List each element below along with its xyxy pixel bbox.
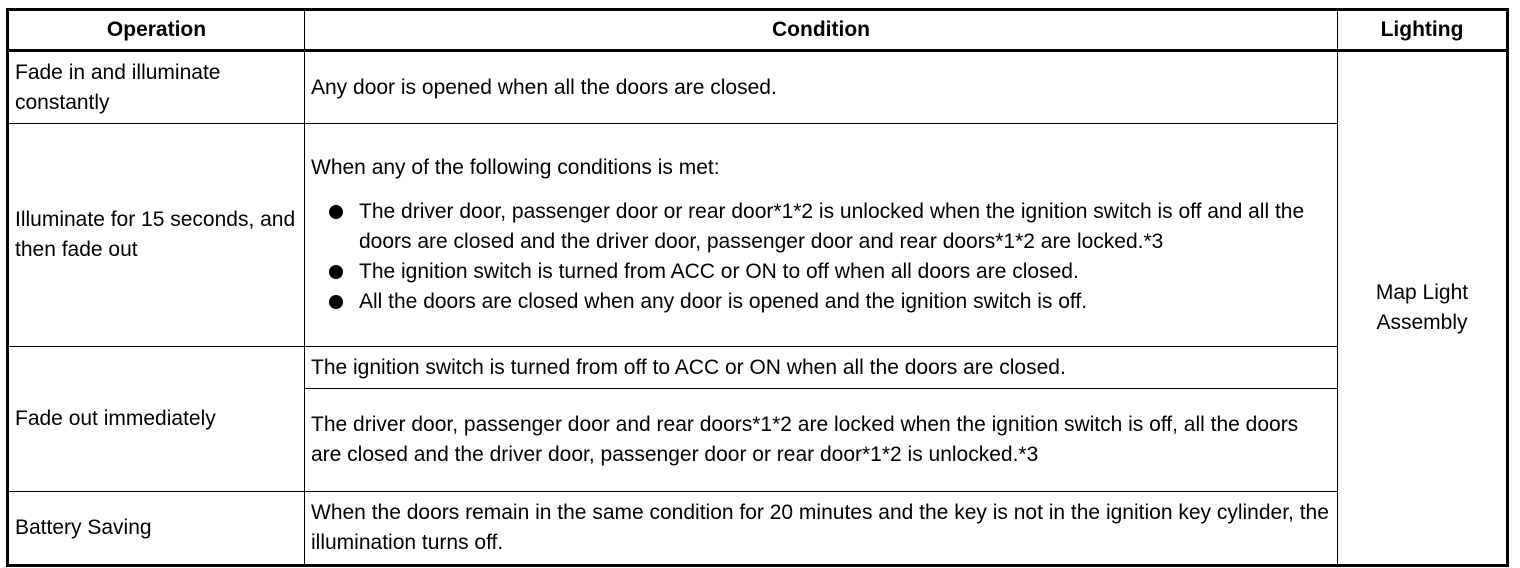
operation-condition-table [6, 8, 1509, 567]
bullet-icon [329, 295, 343, 309]
header-condition: Condition [305, 10, 1338, 51]
list-item [311, 197, 1331, 257]
condition-cell: The driver door, passenger door and rear doors*1*2 are locked when the ignition switch is off, all the doors are closed and the driver door, passenger door or rear door*1*2 is unlocked.*3 [305, 389, 1338, 492]
condition-bullet-list [311, 197, 1331, 317]
header-row [8, 10, 1508, 51]
bullet-text: The driver door, passenger door or rear door*1*2 is unlocked when the ignition switch is off and all the doors are closed and the driver door, passenger door and rear doors*1*2 are locked.*3 [359, 200, 1305, 253]
operation-cell: Fade in and illuminate constantly [8, 51, 305, 124]
operation-cell: Battery Saving [8, 492, 305, 566]
condition-cell: When the doors remain in the same condition for 20 minutes and the key is not in the ignition key cylinder, the illumination turns off. [305, 492, 1338, 566]
header-lighting: Lighting [1338, 10, 1508, 51]
condition-cell: Any door is opened when all the doors are closed. [305, 51, 1338, 124]
condition-cell [305, 124, 1338, 347]
table-row [8, 124, 1508, 347]
list-item [311, 287, 1331, 317]
lighting-cell: Map Light Assembly [1338, 51, 1508, 566]
bullet-icon [329, 205, 343, 219]
operation-cell: Illuminate for 15 seconds, and then fade out [8, 124, 305, 347]
table-row [8, 51, 1508, 124]
header-operation: Operation [8, 10, 305, 51]
operation-cell: Fade out immediately [8, 347, 305, 492]
condition-intro: When any of the following conditions is met: [311, 156, 720, 179]
condition-cell: The ignition switch is turned from off to ACC or ON when all the doors are closed. [305, 347, 1338, 389]
bullet-text: All the doors are closed when any door is opened and the ignition switch is off. [359, 290, 1088, 313]
bullet-text: The ignition switch is turned from ACC or ON to off when all doors are closed. [359, 260, 1079, 283]
table-row [8, 492, 1508, 566]
bullet-icon [329, 265, 343, 279]
table-row [8, 347, 1508, 389]
list-item [311, 257, 1331, 287]
